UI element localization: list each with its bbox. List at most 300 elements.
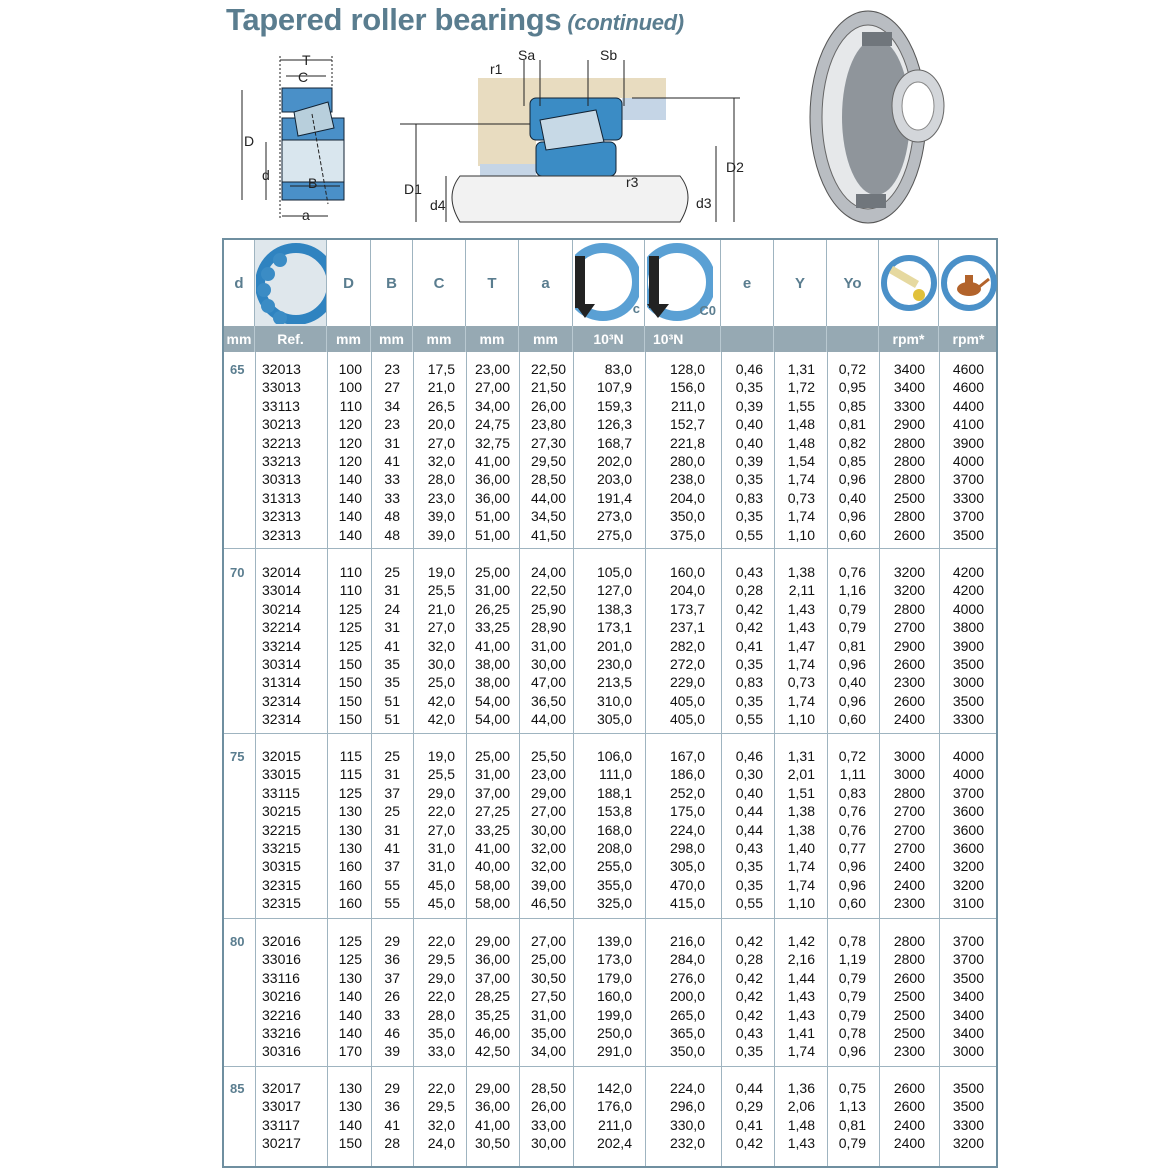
cell-ref: 33017 xyxy=(262,1098,301,1115)
cell-ref: 33117 xyxy=(262,1116,300,1133)
cell-value: 0,40 xyxy=(735,416,763,433)
cell-value: 175,0 xyxy=(669,803,705,820)
cell-value: 3700 xyxy=(952,471,984,488)
cell-value: 3000 xyxy=(893,748,925,764)
cell-value: 35,0 xyxy=(427,1025,455,1041)
cell-value: 0,72 xyxy=(838,361,866,377)
cell-value: 3400 xyxy=(952,988,984,1005)
cell-value: 160 xyxy=(338,895,362,912)
cell-value: 3500 xyxy=(952,969,984,986)
cell-value: 30,50 xyxy=(474,1135,510,1152)
cell-value: 3200 xyxy=(952,876,984,893)
cell-ref: 32314 xyxy=(262,692,301,709)
cell-ref: 32315 xyxy=(262,895,301,912)
cell-value: 3900 xyxy=(952,434,984,451)
cell-value: 2500 xyxy=(893,988,925,1005)
cell-value: 405,0 xyxy=(669,692,705,709)
cell-value: 105,0 xyxy=(596,564,632,580)
cell-value: 1,43 xyxy=(787,1135,815,1152)
cell-value: 32,0 xyxy=(427,637,455,654)
cell-value: 0,35 xyxy=(735,858,763,875)
cell-value: 31,00 xyxy=(530,637,566,654)
cell-value: 2600 xyxy=(893,1080,925,1096)
cell-value: 202,0 xyxy=(596,453,632,469)
cell-value: 0,76 xyxy=(838,803,866,820)
group-bore-d: 85 xyxy=(230,1081,245,1096)
cell-value: 125 xyxy=(338,619,362,636)
cell-value: 0,60 xyxy=(838,526,866,543)
label-d3: d3 xyxy=(696,195,712,211)
unit-C0: 10³N xyxy=(645,326,721,352)
cell-value: 27,30 xyxy=(530,434,566,451)
cell-value: 2800 xyxy=(893,508,925,525)
cell-value: 41,00 xyxy=(474,840,510,856)
cell-value: 1,51 xyxy=(787,784,815,801)
cell-value: 156,0 xyxy=(669,379,705,396)
cell-value: 1,31 xyxy=(787,361,815,377)
cell-value: 127,0 xyxy=(596,582,632,599)
cell-value: 37 xyxy=(384,969,400,986)
cell-value: 3700 xyxy=(952,508,984,525)
cell-value: 4200 xyxy=(952,582,984,599)
cell-value: 34,00 xyxy=(530,1043,566,1060)
cell-value: 3300 xyxy=(893,397,925,414)
cell-value: 27,0 xyxy=(427,619,455,636)
cell-value: 140 xyxy=(338,471,362,488)
cell-value: 125 xyxy=(338,784,362,801)
cell-value: 51 xyxy=(384,692,400,709)
cell-value: 41 xyxy=(384,637,400,654)
cell-value: 1,42 xyxy=(787,933,815,949)
cell-value: 0,96 xyxy=(838,876,866,893)
cell-value: 273,0 xyxy=(596,508,632,525)
cell-value: 25 xyxy=(384,564,400,580)
cell-value: 58,00 xyxy=(474,895,510,912)
cell-value: 298,0 xyxy=(669,840,705,856)
cell-value: 17,5 xyxy=(427,361,455,377)
cell-value: 265,0 xyxy=(669,1006,705,1023)
cell-value: 130 xyxy=(338,969,362,986)
cell-value: 1,54 xyxy=(787,453,815,469)
cell-value: 1,74 xyxy=(787,656,815,672)
cell-value: 4200 xyxy=(952,564,984,580)
label-a: a xyxy=(302,207,310,223)
cell-ref: 33115 xyxy=(262,784,300,801)
cell-value: 0,78 xyxy=(838,1025,866,1041)
cell-value: 128,0 xyxy=(669,361,705,377)
cell-value: 2400 xyxy=(893,858,925,875)
title-sub: (continued) xyxy=(567,10,684,35)
cell-value: 22,0 xyxy=(427,803,455,820)
cell-value: 130 xyxy=(338,1098,362,1115)
cell-value: 2600 xyxy=(893,656,925,672)
cell-value: 1,43 xyxy=(787,600,815,617)
cell-value: 0,76 xyxy=(838,821,866,838)
cell-value: 33,0 xyxy=(427,1043,455,1060)
cell-ref: 33016 xyxy=(262,951,301,968)
cell-value: 216,0 xyxy=(669,933,705,949)
group-divider xyxy=(224,1066,996,1067)
cell-value: 38,00 xyxy=(474,656,510,672)
cell-value: 0,42 xyxy=(735,600,763,617)
cell-value: 0,40 xyxy=(735,784,763,801)
cell-value: 33,25 xyxy=(474,821,510,838)
cell-value: 3200 xyxy=(893,564,925,580)
cell-value: 47,00 xyxy=(530,674,566,691)
cell-value: 1,31 xyxy=(787,748,815,764)
cell-value: 26,5 xyxy=(427,397,455,414)
cell-value: 22,0 xyxy=(427,933,455,949)
cell-value: 1,43 xyxy=(787,619,815,636)
cell-value: 39 xyxy=(384,1043,400,1060)
cell-value: 0,78 xyxy=(838,933,866,949)
cell-value: 3400 xyxy=(952,1025,984,1041)
cell-value: 27,50 xyxy=(530,988,566,1005)
cell-value: 0,42 xyxy=(735,969,763,986)
col-header-a: a xyxy=(519,240,573,326)
cell-value: 55 xyxy=(384,895,400,912)
cell-value: 83,0 xyxy=(604,361,632,377)
cell-value: 41,00 xyxy=(474,637,510,654)
cell-value: 0,96 xyxy=(838,692,866,709)
cell-ref: 30216 xyxy=(262,988,301,1005)
cell-value: 125 xyxy=(338,637,362,654)
cell-value: 1,47 xyxy=(787,637,815,654)
cell-value: 2700 xyxy=(893,840,925,856)
cell-value: 2600 xyxy=(893,526,925,543)
cell-value: 33 xyxy=(384,1006,400,1023)
cell-value: 0,81 xyxy=(838,416,866,433)
cell-value: 30,50 xyxy=(530,969,566,986)
cell-value: 26,00 xyxy=(530,397,566,414)
cell-value: 45,0 xyxy=(427,895,455,912)
unit-rpm-oil: rpm* xyxy=(952,331,985,347)
cell-value: 2800 xyxy=(893,453,925,469)
cell-value: 200,0 xyxy=(669,988,705,1005)
cell-value: 37,00 xyxy=(474,784,510,801)
cell-value: 2600 xyxy=(893,969,925,986)
cell-value: 0,96 xyxy=(838,508,866,525)
cell-value: 4000 xyxy=(952,748,984,764)
cell-value: 0,72 xyxy=(838,748,866,764)
cell-value: 276,0 xyxy=(669,969,705,986)
cell-value: 23,00 xyxy=(474,361,510,377)
cell-value: 41 xyxy=(384,840,400,856)
cell-value: 1,41 xyxy=(787,1025,815,1041)
cell-value: 1,74 xyxy=(787,858,815,875)
cell-value: 1,43 xyxy=(787,1006,815,1023)
cell-value: 37 xyxy=(384,784,400,801)
cell-value: 140 xyxy=(338,988,362,1005)
cell-value: 0,83 xyxy=(735,674,763,691)
cell-value: 0,82 xyxy=(838,434,866,451)
cell-value: 3600 xyxy=(952,821,984,838)
cell-value: 0,44 xyxy=(735,1080,763,1096)
cell-value: 130 xyxy=(338,803,362,820)
col-header-C0 xyxy=(645,240,721,326)
cell-value: 3700 xyxy=(952,933,984,949)
col-header-d: d xyxy=(224,240,255,326)
cell-value: 272,0 xyxy=(669,656,705,672)
cell-value: 142,0 xyxy=(596,1080,632,1096)
cell-value: 25 xyxy=(384,748,400,764)
mounting-diagram xyxy=(400,46,752,226)
label-T: T xyxy=(302,54,311,68)
cell-value: 305,0 xyxy=(669,858,705,875)
cell-value: 0,35 xyxy=(735,471,763,488)
cell-value: 0,75 xyxy=(838,1080,866,1096)
cell-value: 2800 xyxy=(893,600,925,617)
cell-value: 199,0 xyxy=(596,1006,632,1023)
cell-value: 140 xyxy=(338,526,362,543)
cell-value: 51,00 xyxy=(474,508,510,525)
group-divider xyxy=(224,918,996,919)
cell-value: 125 xyxy=(338,933,362,949)
cell-value: 22,50 xyxy=(530,361,566,377)
cell-value: 1,48 xyxy=(787,416,815,433)
cell-value: 3000 xyxy=(893,766,925,783)
cell-value: 35,25 xyxy=(474,1006,510,1023)
cell-value: 4000 xyxy=(952,453,984,469)
cell-ref: 32216 xyxy=(262,1006,301,1023)
cell-value: 250,0 xyxy=(596,1025,632,1041)
cell-value: 2400 xyxy=(893,1116,925,1133)
cell-value: 160,0 xyxy=(669,564,705,580)
cell-value: 27,0 xyxy=(427,821,455,838)
cell-value: 27,00 xyxy=(530,803,566,820)
cell-value: 282,0 xyxy=(669,637,705,654)
cell-value: 0,81 xyxy=(838,637,866,654)
group-bore-d: 70 xyxy=(230,565,245,580)
cell-value: 25,5 xyxy=(427,766,455,783)
cell-value: 3500 xyxy=(952,692,984,709)
cell-value: 0,73 xyxy=(787,674,815,691)
cell-value: 139,0 xyxy=(596,933,632,949)
cell-value: 0,39 xyxy=(735,397,763,414)
cell-value: 29 xyxy=(384,933,400,949)
group-divider xyxy=(224,733,996,734)
group-bore-d: 65 xyxy=(230,362,245,377)
cell-value: 25,00 xyxy=(474,748,510,764)
cell-value: 1,13 xyxy=(838,1098,866,1115)
cell-value: 58,00 xyxy=(474,876,510,893)
group-bore-d: 80 xyxy=(230,934,245,949)
cell-value: 25,00 xyxy=(530,951,566,968)
cell-value: 35,00 xyxy=(530,1025,566,1041)
cell-value: 3700 xyxy=(952,784,984,801)
cell-value: 0,95 xyxy=(838,379,866,396)
cell-value: 1,74 xyxy=(787,692,815,709)
cell-value: 126,3 xyxy=(596,416,632,433)
cell-ref: 32015 xyxy=(262,748,301,764)
cell-value: 54,00 xyxy=(474,711,510,728)
unit-T: mm xyxy=(466,326,519,352)
col-header-C0-label: C0 xyxy=(699,303,716,318)
cell-value: 140 xyxy=(338,508,362,525)
cell-value: 415,0 xyxy=(669,895,705,912)
cell-value: 2,11 xyxy=(788,582,815,599)
cell-value: 179,0 xyxy=(596,969,632,986)
cell-value: 160,0 xyxy=(596,988,632,1005)
cell-value: 0,55 xyxy=(735,526,763,543)
cell-value: 27 xyxy=(384,379,400,396)
cell-value: 1,55 xyxy=(787,397,815,414)
cell-value: 32,0 xyxy=(427,1116,455,1133)
cell-value: 39,00 xyxy=(530,876,566,893)
cell-value: 32,00 xyxy=(530,840,566,856)
cell-value: 0,79 xyxy=(838,1135,866,1152)
cell-value: 140 xyxy=(338,1025,362,1041)
cell-value: 41,00 xyxy=(474,453,510,469)
cell-value: 42,50 xyxy=(474,1043,510,1060)
cell-value: 0,96 xyxy=(838,656,866,672)
cell-value: 33 xyxy=(384,471,400,488)
cell-value: 0,46 xyxy=(735,361,763,377)
cell-value: 0,42 xyxy=(735,933,763,949)
cell-value: 21,0 xyxy=(427,379,455,396)
cell-value: 252,0 xyxy=(669,784,705,801)
cell-value: 0,44 xyxy=(735,821,763,838)
cell-value: 24 xyxy=(384,600,400,617)
cell-value: 111,0 xyxy=(599,766,632,783)
cell-value: 2700 xyxy=(893,803,925,820)
unit-rpm-grease: rpm* xyxy=(879,326,939,352)
cell-value: 204,0 xyxy=(669,489,705,506)
cell-value: 1,48 xyxy=(787,434,815,451)
cell-value: 27,0 xyxy=(427,434,455,451)
cell-value: 0,77 xyxy=(838,840,866,856)
cell-value: 28,90 xyxy=(530,619,566,636)
cell-value: 23,00 xyxy=(530,766,566,783)
label-D2: D2 xyxy=(726,159,744,175)
cell-value: 224,0 xyxy=(669,1080,705,1096)
cell-value: 160 xyxy=(338,876,362,893)
cell-value: 42,0 xyxy=(427,711,455,728)
label-r3: r3 xyxy=(626,174,639,190)
label-D: D xyxy=(244,133,255,149)
cell-value: 1,36 xyxy=(787,1080,815,1096)
cell-value: 26,25 xyxy=(474,600,510,617)
cell-value: 1,10 xyxy=(787,895,815,912)
cell-value: 2900 xyxy=(893,637,925,654)
cell-ref: 32017 xyxy=(262,1080,301,1096)
cell-value: 1,10 xyxy=(787,711,815,728)
cell-value: 22,0 xyxy=(427,988,455,1005)
cell-value: 2400 xyxy=(893,1135,925,1152)
cell-value: 0,35 xyxy=(735,1043,763,1060)
cell-value: 31 xyxy=(384,766,400,783)
cell-ref: 33113 xyxy=(262,397,300,414)
cell-value: 1,74 xyxy=(787,876,815,893)
cell-ref: 32314 xyxy=(262,711,301,728)
cell-value: 150 xyxy=(338,692,362,709)
label-D1: D1 xyxy=(404,181,422,197)
cell-value: 2500 xyxy=(893,1025,925,1041)
cell-value: 28,50 xyxy=(530,471,566,488)
cell-value: 0,41 xyxy=(735,1116,763,1133)
cell-value: 470,0 xyxy=(669,876,705,893)
cell-value: 3800 xyxy=(952,619,984,636)
cell-value: 45,0 xyxy=(427,876,455,893)
cell-value: 211,0 xyxy=(598,1116,632,1133)
label-Sb: Sb xyxy=(600,47,618,63)
cell-value: 405,0 xyxy=(669,711,705,728)
cell-value: 33,25 xyxy=(474,619,510,636)
cell-value: 3000 xyxy=(952,1043,984,1060)
cell-value: 173,0 xyxy=(596,951,632,968)
column-divider xyxy=(255,352,256,1166)
cell-value: 3300 xyxy=(952,1116,984,1133)
label-B: B xyxy=(308,175,318,191)
cell-value: 32,75 xyxy=(474,434,510,451)
cell-value: 213,5 xyxy=(596,674,632,691)
cell-value: 3100 xyxy=(952,895,984,912)
cell-value: 25,5 xyxy=(427,582,455,599)
cell-value: 0,41 xyxy=(735,637,763,654)
col-header-Y: Y xyxy=(774,240,827,326)
cell-value: 48 xyxy=(384,526,400,543)
cell-value: 29,50 xyxy=(530,453,566,469)
col-header-c-label: c xyxy=(632,301,640,316)
cell-value: 41 xyxy=(384,1116,400,1133)
cell-value: 25 xyxy=(384,803,400,820)
cell-ref: 32014 xyxy=(262,564,301,580)
col-header-c xyxy=(573,240,645,326)
cell-ref: 30213 xyxy=(262,416,301,433)
cell-value: 2300 xyxy=(893,674,925,691)
cell-value: 204,0 xyxy=(669,582,705,599)
cell-value: 4000 xyxy=(952,600,984,617)
cell-value: 54,00 xyxy=(474,692,510,709)
cell-value: 30,00 xyxy=(530,1135,566,1152)
cell-value: 1,11 xyxy=(839,766,866,783)
cell-value: 1,74 xyxy=(787,508,815,525)
cell-value: 23 xyxy=(384,416,400,433)
cell-value: 1,48 xyxy=(787,1116,815,1133)
col-header-C: C xyxy=(413,240,466,326)
cell-value: 31,00 xyxy=(474,582,510,599)
table-units-row xyxy=(224,326,996,352)
cell-value: 21,50 xyxy=(530,379,566,396)
unit-C: mm xyxy=(413,326,466,352)
cell-value: 34,00 xyxy=(474,397,510,414)
cell-value: 3500 xyxy=(952,526,984,543)
cell-value: 31 xyxy=(384,619,400,636)
cell-value: 325,0 xyxy=(596,895,632,912)
cell-value: 2500 xyxy=(893,489,925,506)
cell-value: 107,9 xyxy=(596,379,632,396)
cell-value: 208,0 xyxy=(596,840,632,856)
cell-value: 34,50 xyxy=(530,508,566,525)
cell-value: 3500 xyxy=(952,656,984,672)
cell-value: 330,0 xyxy=(669,1116,705,1133)
cell-value: 2500 xyxy=(893,1006,925,1023)
cell-value: 0,35 xyxy=(735,508,763,525)
cell-value: 37 xyxy=(384,858,400,875)
cell-value: 1,40 xyxy=(787,840,815,856)
cell-value: 29,5 xyxy=(427,1098,455,1115)
cell-value: 3300 xyxy=(952,711,984,728)
cell-value: 173,7 xyxy=(669,600,705,617)
cell-value: 1,44 xyxy=(787,969,815,986)
unit-B: mm xyxy=(371,326,413,352)
cell-value: 27,00 xyxy=(474,379,510,396)
unit-e xyxy=(721,326,774,352)
cell-ref: 30215 xyxy=(262,803,301,820)
cell-value: 22,0 xyxy=(427,1080,455,1096)
cell-value: 110 xyxy=(339,564,362,580)
cell-value: 0,40 xyxy=(838,674,866,691)
